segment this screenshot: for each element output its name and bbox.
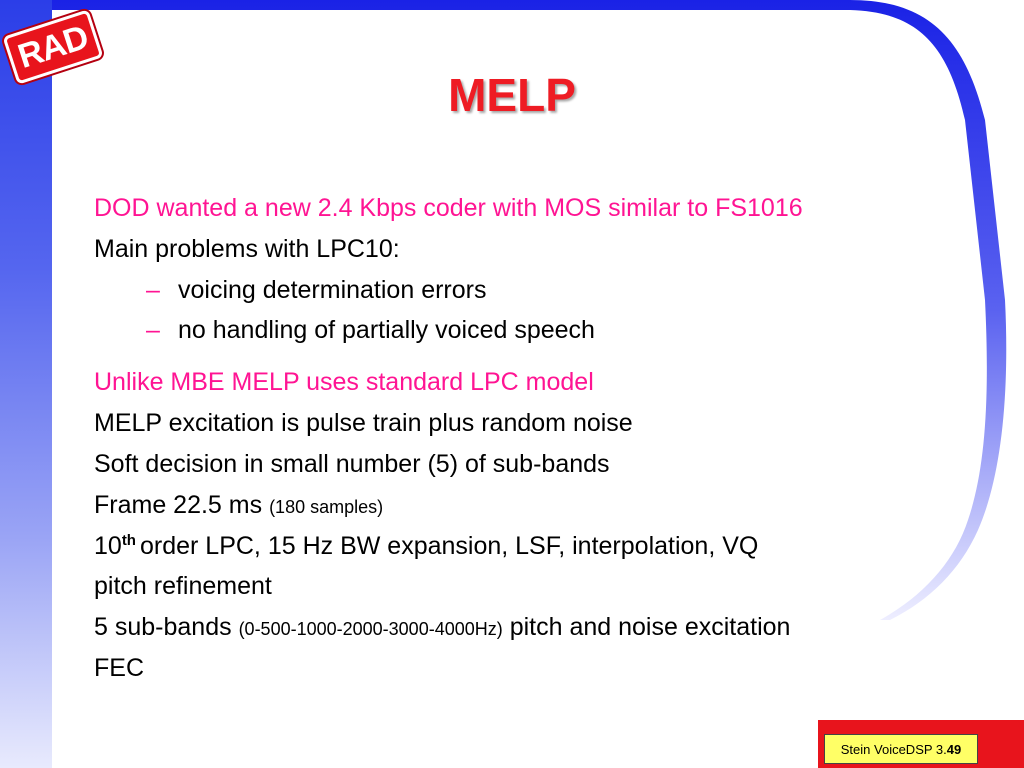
frame-main: Frame 22.5 ms (94, 491, 263, 519)
subbands-main: 5 sub-bands (94, 613, 232, 641)
order-sup: th (121, 532, 136, 549)
point-order (94, 532, 758, 561)
subbands-rest: pitch and noise excitation (509, 613, 791, 641)
dash-marker: – (146, 316, 160, 344)
subbands-small: (0-500-1000-2000-3000-4000Hz) (238, 619, 503, 639)
point-pitch: pitch refinement (94, 572, 272, 600)
point-frame (94, 491, 383, 520)
slide-title: MELP (448, 69, 576, 121)
dash-marker: – (146, 276, 160, 304)
point-soft-decision: Soft decision in small number (5) of sub-bands (94, 450, 610, 478)
point-unlike: Unlike MBE MELP uses standard LPC model (94, 368, 594, 396)
frame-small: (180 samples) (269, 497, 384, 517)
bullet-dod: DOD wanted a new 2.4 Kbps coder with MOS similar to FS1016 (94, 194, 803, 222)
sub-item-label: voicing determination errors (178, 276, 487, 304)
sub-item-partial (146, 316, 595, 345)
bullet-main-problems: Main problems with LPC10: (94, 235, 400, 263)
footer-page-number: 49 (946, 741, 962, 757)
footer-label: Stein VoiceDSP 3. (840, 741, 947, 757)
sub-item-voicing (146, 276, 486, 305)
order-num: 10 (94, 532, 122, 560)
order-rest: order LPC, 15 Hz BW expansion, LSF, interpolation, VQ (139, 532, 759, 560)
point-excitation: MELP excitation is pulse train plus random noise (94, 409, 633, 437)
point-subbands (94, 613, 790, 642)
point-fec: FEC (94, 654, 144, 682)
footer-label-box (824, 734, 978, 764)
sub-item-label: no handling of partially voiced speech (178, 316, 595, 344)
logo-text: RAD (13, 17, 93, 76)
